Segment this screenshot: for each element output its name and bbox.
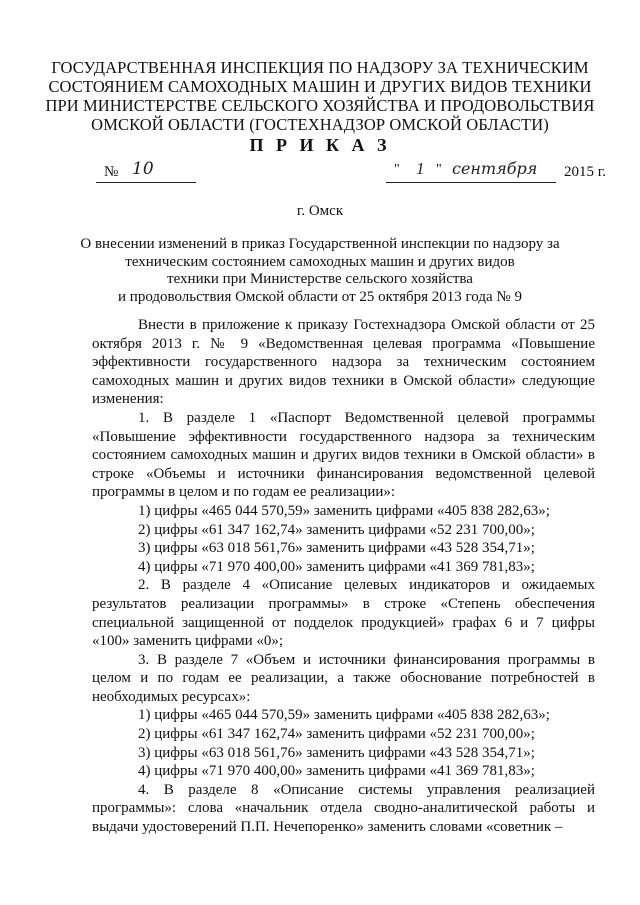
handwritten-month: сентября xyxy=(452,159,538,178)
title-line: О внесении изменений в приказ Государственной инспекции по надзору за xyxy=(80,236,560,252)
title-line: техники при Министерстве сельского хозяйства xyxy=(167,271,473,287)
section-3-item: 1) цифры «465 044 570,59» заменить цифрами «405 838 282,63»; xyxy=(138,707,550,724)
handwritten-day: 1 xyxy=(416,159,425,178)
org-line: ОМСКОЙ ОБЛАСТИ (ГОСТЕХНАДЗОР ОМСКОЙ ОБЛАСТИ) xyxy=(91,115,549,134)
document-type: П Р И К А З xyxy=(249,135,391,155)
section-4-paragraph: 4. В разделе 8 «Описание системы управления реализацией программы»: слова «начальник отдела сводно-аналитической работы и выдачи удостоверений П.П. Нечепоренко» заменить словами «советник – xyxy=(92,781,595,836)
intro-paragraph: Внести в приложение к приказу Гостехнадзора Омской области от 25 октября 2013 г. № 9 «Ведомственная целевая программа «Повышение эффективности государственного надзора за техническим состоянием самоходных машин и других видов техники в Омской области» следующие изменения: xyxy=(92,317,595,408)
section-3-item: 3) цифры «63 018 561,76» заменить цифрами «43 528 354,71»; xyxy=(138,744,535,761)
handwritten-number: 10 xyxy=(132,159,154,179)
document-body xyxy=(92,316,595,837)
date-quote-close: " xyxy=(436,162,442,177)
section-1-item: 1) цифры «465 044 570,59» заменить цифрами «405 838 282,63»; xyxy=(138,502,550,519)
organization-name xyxy=(0,58,640,134)
section-1-paragraph: 1. В разделе 1 «Паспорт Ведомственной целевой программы «Повышение эффективности государственного надзора за техническим состоянием самоходных машин и других видов техники в Омской области» в строке «Объемы и источники финансирования ведомственной целевой программы в целом и по годам ее реализации»: xyxy=(92,409,595,501)
section-1-item: 2) цифры «61 347 162,74» заменить цифрами «52 231 700,00»; xyxy=(138,521,535,538)
title-line: и продовольствия Омской области от 25 октября 2013 года № 9 xyxy=(118,288,522,305)
section-1-item: 4) цифры «71 970 400,00» заменить цифрами «41 369 781,83»; xyxy=(138,558,535,575)
date-quote-open: " xyxy=(394,162,400,177)
year: 2015 г. xyxy=(564,164,606,180)
document-title xyxy=(60,236,580,306)
registration-row xyxy=(96,159,616,186)
city: г. Омск xyxy=(296,203,344,219)
org-line: ГОСУДАРСТВЕННАЯ ИНСПЕКЦИЯ ПО НАДЗОРУ ЗА ТЕХНИЧЕСКИМ xyxy=(51,58,589,77)
section-3-item: 2) цифры «61 347 162,74» заменить цифрами «52 231 700,00»; xyxy=(138,726,535,743)
org-line: СОСТОЯНИЕМ САМОХОДНЫХ МАШИН И ДРУГИХ ВИДОВ ТЕХНИКИ xyxy=(48,77,592,96)
number-underline xyxy=(96,182,196,183)
title-line: техническим состоянием самоходных машин и других видов xyxy=(125,253,515,270)
date-underline xyxy=(386,182,556,183)
section-1-item: 3) цифры «63 018 561,76» заменить цифрами «43 528 354,71»; xyxy=(138,540,535,557)
number-label: № xyxy=(104,164,119,180)
section-2-paragraph: 2. В разделе 4 «Описание целевых индикаторов и ожидаемых результатов реализации программы» в строке «Степень обеспечения специальной защищенной от подделок продукцией» графах 6 и 7 цифры «100» заменить цифрами «0»; xyxy=(92,577,595,650)
section-3-paragraph: 3. В разделе 7 «Объем и источники финансирования программы в целом и по годам ее реализации, а также обоснование потребностей в необходимых ресурсах»: xyxy=(92,651,595,705)
org-line: ПРИ МИНИСТЕРСТВЕ СЕЛЬСКОГО ХОЗЯЙСТВА И ПРОДОВОЛЬСТВИЯ xyxy=(45,96,595,115)
section-3-item: 4) цифры «71 970 400,00» заменить цифрами «41 369 781,83»; xyxy=(138,763,535,780)
